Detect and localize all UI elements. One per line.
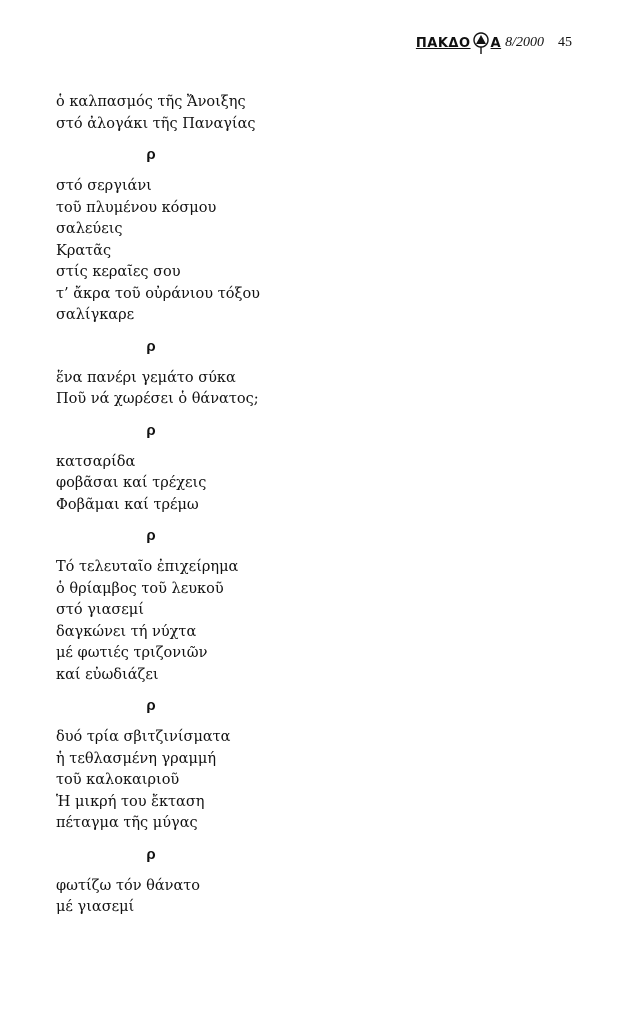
triangle-logo-icon (472, 32, 490, 54)
poem-line: σαλίγκαρε (56, 307, 135, 323)
poem-body (56, 92, 576, 919)
poem-line: τ’ ἄκρα τοῦ οὐράνιου τόξου (56, 285, 260, 302)
poem-line: στίς κεραῖες σου (56, 264, 181, 280)
running-header (416, 32, 572, 54)
poem-line: στό γιασεμί (56, 602, 144, 618)
poem-line: φωτίζω τόν θάνατο (56, 877, 201, 894)
stanza-separator: ρ (146, 527, 156, 544)
poem-line: ἕνα πανέρι γεμάτο σύκα (56, 369, 236, 386)
poem-line: Φοβᾶμαι καί τρέμω (56, 496, 199, 513)
poem-line: κατσαρίδα (56, 453, 136, 470)
poem-line: ὁ καλπασμός τῆς Ἄνοιξης (56, 94, 246, 110)
poem-line: σαλεύεις (56, 221, 123, 237)
stanza (56, 727, 576, 835)
stanza (56, 452, 576, 517)
poem-line: στό ἀλογάκι τῆς Παναγίας (56, 115, 256, 132)
poem-line: φοβᾶσαι καί τρέχεις (56, 475, 207, 491)
stanza (56, 176, 576, 327)
stanza (56, 557, 576, 686)
issue-number: 8/2000 (505, 35, 544, 50)
stanza-separator: ρ (146, 146, 156, 163)
stanza (56, 876, 576, 919)
stanza-separator: ρ (146, 697, 156, 714)
poem-line: ὁ θρίαμβος τοῦ λευκοῦ (56, 580, 224, 597)
stanza-separator: ρ (146, 337, 156, 355)
poem-line: πέταγμα τῆς μύγας (56, 815, 198, 831)
poem-line: στό σεργιάνι (56, 178, 152, 194)
stanza (56, 368, 576, 411)
poem-line: μέ γιασεμί (56, 899, 135, 915)
poem-line: τοῦ πλυμένου κόσμου (56, 199, 217, 216)
stanza-separator: ρ (146, 845, 156, 863)
poem-line: καί εὐωδιάζει (56, 666, 159, 683)
poem-line: ἡ τεθλασμένη γραμμή (56, 750, 217, 767)
poem-line: μέ φωτιές τριζονιῶν (56, 645, 208, 661)
poem-line: Ποῦ νά χωρέσει ὁ θάνατος; (56, 391, 259, 407)
page-number: 45 (558, 35, 572, 50)
poem-line: Τό τελευταῖο ἐπιχείρημα (56, 559, 239, 575)
poem-line: δαγκώνει τή νύχτα (56, 623, 197, 640)
magazine-title-end: Α (490, 35, 502, 51)
poem-line: δυό τρία σβιτζινίσματα (56, 729, 231, 745)
poem-line: Κρατᾶς (56, 242, 112, 259)
magazine-title: ΠΑΚΔΟ (415, 35, 471, 51)
stanza-separator: ρ (146, 421, 156, 439)
stanza (56, 92, 576, 135)
poem-line: τοῦ καλοκαιριοῦ (56, 772, 180, 788)
poem-line: Ἡ μικρή του ἔκταση (56, 793, 205, 810)
